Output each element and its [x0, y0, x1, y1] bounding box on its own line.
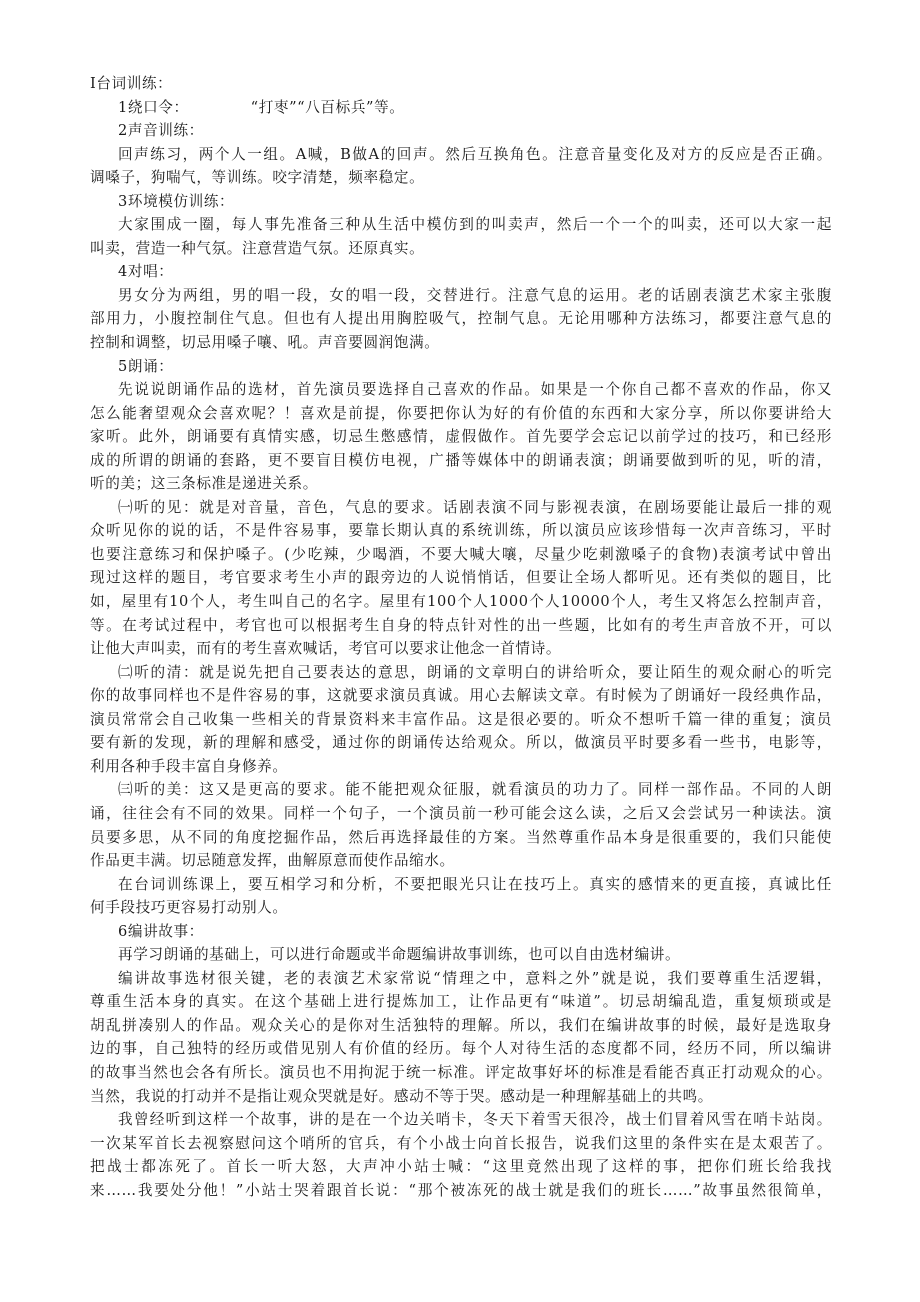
- item-storytelling: 6编讲故事：: [118, 922, 204, 940]
- paragraph-line: 要有新的发现，新的理解和感受，通过你的朗诵传达给观众。所以，做演员平时要多看一些书，电影等，: [90, 734, 832, 752]
- paragraph-line: 叫卖，营造一种气氛。注意营造气氛。还原真实。: [90, 239, 425, 257]
- paragraph-line: 家听。此外，朗诵要有真情实感，切忌生憋感情，虚假做作。首先要学会忘记以前学过的技巧，和已经形: [90, 428, 832, 446]
- paragraph-line: 边的事，自己独特的经历或借见别人有价值的经历。每个人对待生活的态度都不同，经历不同，所以编讲: [90, 1040, 832, 1058]
- paragraph-line: 众听见你的说的话，不是件容易事，要靠长期认真的系统训练，所以演员应该珍惜每一次声音练习，平时: [90, 522, 832, 540]
- paragraph-line: 男女分为两组，男的唱一段，女的唱一段，交替进行。注意气息的运用。老的话剧表演艺术家主张腹: [118, 286, 832, 304]
- paragraph-line: 员要多思，从不同的角度挖掘作品，然后再选择最佳的方案。当然尊重作品本身是很重要的，我们只能使: [90, 828, 832, 846]
- paragraph-line: 怎么能奢望观众会喜欢呢？！喜欢是前提，你要把你认为好的有价值的东西和大家分享，所以你要讲给大: [90, 404, 832, 422]
- paragraph-line: 回声练习，两个人一组。A喊，B做A的回声。然后互换角色。注意音量变化及对方的反应是否正确。: [118, 145, 832, 163]
- paragraph-line: 来……我要处分他！”小站士哭着跟首长说：“那个被冻死的战士就是我们的班长……”故事虽然很简单，: [90, 1181, 832, 1199]
- item-text: “打枣”“八百标兵”等。: [250, 98, 405, 116]
- item-voice-training: 2声音训练：: [118, 122, 204, 140]
- section-heading: Ⅰ台词训练：: [90, 75, 173, 92]
- paragraph-line: 如，屋里有10个人，考生叫自己的名字。屋里有100个人1000个人10000个人，考生又将怎么控制声音，: [90, 593, 832, 611]
- paragraph-line: 的故事当然也会各有所长。演员也不用拘泥于统一标准。评定故事好坏的标准是看能否真正打动观众的心。: [90, 1063, 832, 1081]
- paragraph-line: 利用各种手段丰富自身修养。: [90, 757, 288, 775]
- paragraph-line: 何手段技巧更容易打动别人。: [90, 899, 288, 917]
- paragraph-line: 等。在考试过程中，考官也可以根据考生自身的特点针对性的出一些题，比如有的考生声音放不开，可以: [90, 616, 832, 634]
- paragraph-line: ㈠听的见：就是对音量，音色，气息的要求。话剧表演不同与影视表演，在剧场要能让最后一排的观: [118, 498, 832, 516]
- document-page: [90, 72, 832, 1202]
- paragraph-line: 我曾经听到这样一个故事，讲的是在一个边关哨卡，冬天下着雪天很冷，战士们冒着风雪在哨卡站岗。: [118, 1111, 832, 1129]
- item-tongue-twister: [90, 96, 832, 120]
- paragraph-line: 听的美；这三条标准是递进关系。: [90, 475, 318, 493]
- item-environment-training: 3环境模仿训练：: [118, 192, 235, 210]
- paragraph-line: 控制和调整，切忌用嗓子嚷、吼。声音要圆润饱满。: [90, 334, 440, 352]
- paragraph-line: 也要注意练习和保护嗓子。(少吃辣，少喝酒，不要大喊大嚷，尽量少吃刺激嗓子的食物)表演考试中曾出: [90, 545, 832, 563]
- paragraph-line: 演员常常会自己收集一些相关的背景资料来丰富作品。这是很必要的。听众不想听千篇一律的重复；演员: [90, 710, 832, 728]
- paragraph-line: 作品更丰满。切忌随意发挥，曲解原意而使作品缩水。: [90, 852, 455, 870]
- paragraph-line: 编讲故事选材很关键，老的表演艺术家常说“情理之中，意料之外”就是说，我们要尊重生活逻辑，: [118, 969, 832, 987]
- paragraph-line: 部用力，小腹控制住气息。但也有人提出用胸腔吸气，控制气息。无论用哪种方法练习，都要注意气息的: [90, 310, 832, 328]
- paragraph-line: 诵，往往会有不同的效果。同样一个句子，一个演员前一秒可能会这么读，之后又会尝试另一种读法。演: [90, 804, 832, 822]
- paragraph-line: 再学习朗诵的基础上，可以进行命题或半命题编讲故事训练，也可以自由选材编讲。: [118, 946, 681, 964]
- paragraph-line: 一次某军首长去视察慰问这个哨所的官兵，有个小战士向首长报告，说我们这里的条件实在是太艰苦了。: [90, 1134, 832, 1152]
- paragraph-line: 调嗓子，狗喘气，等训练。咬字清楚，频率稳定。: [90, 169, 425, 187]
- paragraph-line: ㈢听的美：这又是更高的要求。能不能把观众征服，就看演员的功力了。同样一部作品。不同的人朗: [118, 781, 832, 799]
- paragraph-line: 大家围成一圈，每人事先准备三种从生活中模仿到的叫卖声，然后一个一个的叫卖，还可以大家一起: [118, 216, 832, 234]
- paragraph-line: 在台词训练课上，要互相学习和分析，不要把眼光只让在技巧上。真实的感情来的更直接，真诚比任: [118, 875, 832, 893]
- paragraph-line: 你的故事同样也不是件容易的事，这就要求演员真诚。用心去解读文章。有时候为了朗诵好一段经典作品，: [90, 687, 832, 705]
- paragraph-line: 把战士都冻死了。首长一听大怒，大声冲小站士喊：“这里竟然出现了这样的事，把你们班长给我找: [90, 1158, 832, 1176]
- paragraph-line: 让他大声叫卖，而有的考生喜欢喊话，考官可以要求让他念一首情诗。: [90, 640, 562, 658]
- paragraph-line: ㈡听的清：就是说先把自己要表达的意思，朗诵的文章明白的讲给听众，要让陌生的观众耐心的听完: [118, 663, 832, 681]
- paragraph-line: 先说说朗诵作品的选材，首先演员要选择自己喜欢的作品。如果是一个你自己都不喜欢的作品，你又: [118, 381, 832, 399]
- item-label: 1绕口令：: [118, 98, 189, 116]
- item-recitation: 5朗诵：: [118, 357, 174, 375]
- paragraph-line: 成的所谓的朗诵的套路，更不要盲目模仿电视，广播等媒体中的朗诵表演；朗诵要做到听的见，听的清，: [90, 451, 832, 469]
- paragraph-line: 尊重生活本身的真实。在这个基础上进行提炼加工，让作品更有“味道”。切忌胡编乱造，重复烦琐或是: [90, 993, 832, 1011]
- item-duet: 4对唱：: [118, 263, 174, 281]
- paragraph-line: 现过这样的题目，考官要求考生小声的跟旁边的人说悄悄话，但要让全场人都听见。还有类似的题目，比: [90, 569, 832, 587]
- paragraph-line: 当然，我说的打动并不是指让观众哭就是好。感动不等于哭。感动是一种理解基础上的共鸣。: [90, 1087, 713, 1105]
- paragraph-line: 胡乱拼凑别人的作品。观众关心的是你对生活独特的理解。所以，我们在编讲故事的时候，最好是选取身: [90, 1016, 832, 1034]
